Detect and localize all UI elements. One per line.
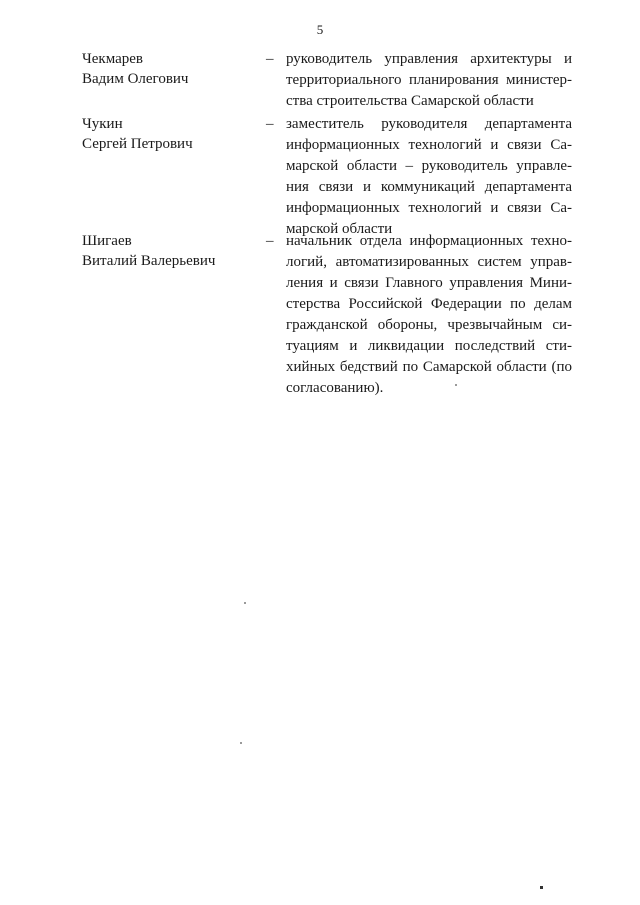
role-line: хийных бедствий по Самарской области (по [286, 359, 572, 375]
member-role [286, 114, 572, 240]
role-line: ства строительства Самарской области [286, 93, 534, 109]
member-surname: Чукин [82, 116, 123, 132]
role-line: стерства Российской Федерации по делам [286, 296, 572, 312]
scan-speck [244, 602, 246, 604]
member-role [286, 231, 572, 399]
member-surname: Шигаев [82, 233, 132, 249]
member-name [82, 231, 252, 271]
role-line: марской области – руководитель управле- [286, 158, 572, 174]
scan-speck [540, 886, 543, 889]
role-line: гражданской обороны, чрезвычайным си- [286, 317, 572, 333]
role-line: туациям и ликвидации последствий сти- [286, 338, 572, 354]
role-line: информационных технологий и связи Са- [286, 137, 572, 153]
dash-separator: – [266, 51, 274, 67]
role-line: начальник отдела информационных техно- [286, 233, 572, 249]
scan-speck [240, 742, 242, 744]
role-line: согласованию). [286, 380, 384, 396]
member-given-names: Сергей Петрович [82, 136, 193, 152]
role-line: территориального планирования министер- [286, 72, 572, 88]
member-given-names: Вадим Олегович [82, 71, 189, 87]
member-role [286, 49, 572, 112]
member-surname: Чекмарев [82, 51, 143, 67]
role-line: ления и связи Главного управления Мини- [286, 275, 572, 291]
page-number: 5 [316, 22, 324, 37]
scan-speck [455, 384, 457, 386]
role-line: информационных технологий и связи Са- [286, 200, 572, 216]
role-line: руководитель управления архитектуры и [286, 51, 572, 67]
role-line: логий, автоматизированных систем управ- [286, 254, 572, 270]
role-line: заместитель руководителя департамента [286, 116, 572, 132]
dash-separator: – [266, 116, 274, 132]
member-name [82, 114, 252, 154]
member-name [82, 49, 252, 89]
dash-separator: – [266, 233, 274, 249]
role-line: ния связи и коммуникаций департамента [286, 179, 572, 195]
role-line: марской области [286, 221, 393, 237]
member-given-names: Виталий Валерьевич [82, 253, 216, 269]
